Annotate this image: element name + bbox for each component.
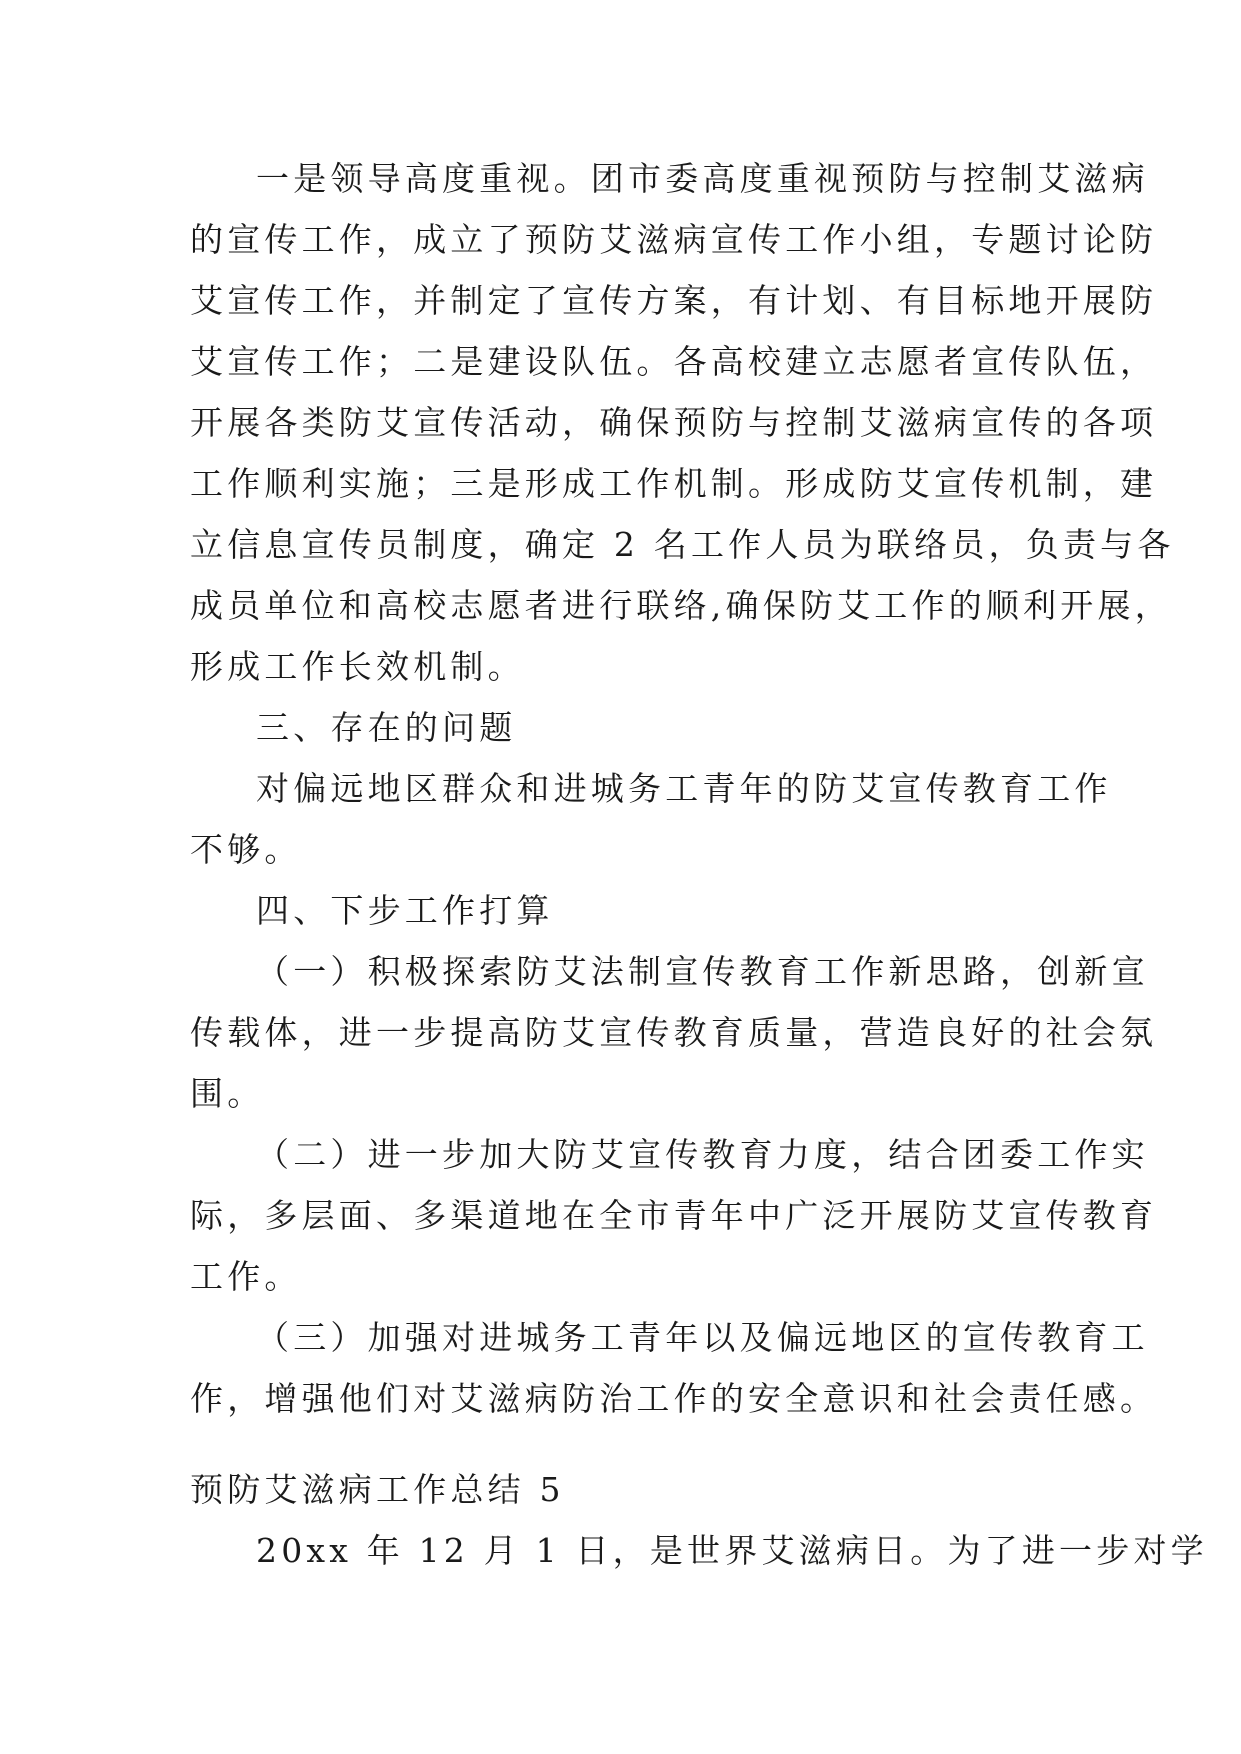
- text-line: 成员单位和高校志愿者进行联络,确保防艾工作的顺利开展，: [190, 586, 1172, 625]
- text-line: 艾宣传工作，并制定了宣传方案，有计划、有目标地开展防: [190, 281, 1158, 320]
- text-line: （一）积极探索防艾法制宣传教育工作新思路，创新宣: [256, 952, 1149, 991]
- text-line: 一是领导高度重视。团市委高度重视预防与控制艾滋病: [256, 159, 1149, 198]
- text-line: 立信息宣传员制度，确定 2 名工作人员为联络员，负责与各: [190, 525, 1175, 564]
- document-page: [190, 148, 1208, 1581]
- section-title: 预防艾滋病工作总结 5: [190, 1470, 565, 1509]
- text-line: 对偏远地区群众和进城务工青年的防艾宣传教育工作: [256, 769, 1112, 808]
- text-line: （三）加强对进城务工青年以及偏远地区的宣传教育工: [256, 1318, 1149, 1357]
- paragraph-leadership: [190, 148, 1175, 697]
- list-item-3: [190, 1307, 1158, 1429]
- list-item-2: [190, 1124, 1158, 1307]
- paragraph-aids-day: [190, 1520, 1208, 1581]
- text-line: 的宣传工作，成立了预防艾滋病宣传工作小组，专题讨论防: [190, 220, 1158, 259]
- text-line: （二）进一步加大防艾宣传教育力度，结合团委工作实: [256, 1135, 1149, 1174]
- text-line: 传载体，进一步提高防艾宣传教育质量，营造良好的社会氛: [190, 1013, 1158, 1052]
- heading-next-steps: 四、下步工作打算: [256, 891, 554, 930]
- text-line: 围。: [190, 1074, 265, 1113]
- list-item-1: [190, 941, 1158, 1124]
- paragraph-problems: [190, 758, 1112, 880]
- text-line: 形成工作长效机制。: [190, 647, 525, 686]
- text-line: 开展各类防艾宣传活动，确保预防与控制艾滋病宣传的各项: [190, 403, 1158, 442]
- text-line: 作，增强他们对艾滋病防治工作的安全意识和社会责任感。: [190, 1379, 1158, 1418]
- heading-problems: 三、存在的问题: [256, 708, 517, 747]
- text-line: 20xx 年 12 月 1 日，是世界艾滋病日。为了进一步对学: [256, 1531, 1208, 1570]
- text-line: 工作。: [190, 1257, 302, 1296]
- text-line: 艾宣传工作；二是建设队伍。各高校建立志愿者宣传队伍，: [190, 342, 1158, 381]
- text-line: 工作顺利实施；三是形成工作机制。形成防艾宣传机制，建: [190, 464, 1158, 503]
- text-line: 际，多层面、多渠道地在全市青年中广泛开展防艾宣传教育: [190, 1196, 1158, 1235]
- text-line: 不够。: [190, 830, 302, 869]
